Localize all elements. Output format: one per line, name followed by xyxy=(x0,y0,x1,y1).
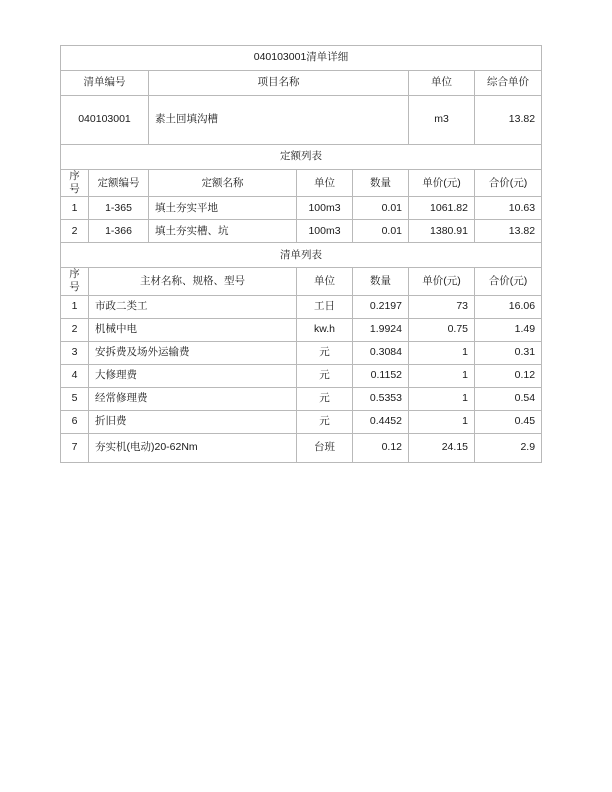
bill-row-unit: 工日 xyxy=(297,295,353,318)
bill-row-name: 安拆费及场外运输费 xyxy=(89,341,297,364)
quota-row-seq: 1 xyxy=(61,197,89,220)
summary-header-name: 项目名称 xyxy=(149,71,409,96)
bill-row-unit-price: 1 xyxy=(409,341,475,364)
quota-section-title-row xyxy=(61,145,542,170)
bill-row-name: 折旧费 xyxy=(89,410,297,433)
bill-row-unit-price: 73 xyxy=(409,295,475,318)
bill-row-name: 市政二类工 xyxy=(89,295,297,318)
quota-header-seq: 序号 xyxy=(61,170,89,197)
bill-row-quantity: 0.4452 xyxy=(353,410,409,433)
quota-header-quantity: 数量 xyxy=(353,170,409,197)
quota-row-name: 填土夯实平地 xyxy=(149,197,297,220)
quota-header-code: 定额编号 xyxy=(89,170,149,197)
summary-data-row xyxy=(61,96,542,145)
bill-row-total-price: 0.54 xyxy=(475,387,542,410)
summary-header-code: 清单编号 xyxy=(61,71,149,96)
bill-row-unit: 元 xyxy=(297,410,353,433)
bill-header-row xyxy=(61,268,542,295)
summary-value-code: 040103001 xyxy=(61,96,149,145)
bill-row-unit: kw.h xyxy=(297,318,353,341)
quota-row-code: 1-366 xyxy=(89,220,149,243)
quota-row-quantity: 0.01 xyxy=(353,197,409,220)
bill-header-total-price: 合价(元) xyxy=(475,268,542,295)
bill-row-unit-price: 1 xyxy=(409,387,475,410)
bill-row-total-price: 0.45 xyxy=(475,410,542,433)
bill-row-name: 机械中电 xyxy=(89,318,297,341)
bill-row-total-price: 0.12 xyxy=(475,364,542,387)
quota-row-unit: 100m3 xyxy=(297,197,353,220)
table-row xyxy=(61,341,542,364)
table-row xyxy=(61,387,542,410)
table-row xyxy=(61,364,542,387)
bill-row-quantity: 0.2197 xyxy=(353,295,409,318)
bill-header-quantity: 数量 xyxy=(353,268,409,295)
bill-row-seq: 1 xyxy=(61,295,89,318)
summary-value-composite-price: 13.82 xyxy=(475,96,542,145)
quota-header-total-price: 合价(元) xyxy=(475,170,542,197)
table-row xyxy=(61,318,542,341)
bill-row-seq: 3 xyxy=(61,341,89,364)
detail-table-container xyxy=(60,45,541,463)
bill-row-total-price: 2.9 xyxy=(475,433,542,462)
quota-header-unit-price: 单价(元) xyxy=(409,170,475,197)
bill-row-unit: 元 xyxy=(297,364,353,387)
page-title: 040103001清单详细 xyxy=(61,46,542,71)
bill-row-quantity: 1.9924 xyxy=(353,318,409,341)
bill-row-unit: 元 xyxy=(297,387,353,410)
quota-row-unit-price: 1061.82 xyxy=(409,197,475,220)
quota-header-unit: 单位 xyxy=(297,170,353,197)
bill-row-seq: 2 xyxy=(61,318,89,341)
bill-row-seq: 6 xyxy=(61,410,89,433)
bill-row-unit-price: 1 xyxy=(409,410,475,433)
summary-header-unit: 单位 xyxy=(409,71,475,96)
quota-row-code: 1-365 xyxy=(89,197,149,220)
document-title-row xyxy=(61,46,542,71)
summary-value-name: 素土回填沟槽 xyxy=(149,96,409,145)
bill-header-unit-price: 单价(元) xyxy=(409,268,475,295)
bill-section-title-row xyxy=(61,243,542,268)
quota-row-name: 填土夯实槽、坑 xyxy=(149,220,297,243)
bill-row-unit-price: 1 xyxy=(409,364,475,387)
summary-header-row xyxy=(61,71,542,96)
summary-header-composite-price: 综合单价 xyxy=(475,71,542,96)
bill-row-name: 大修理费 xyxy=(89,364,297,387)
table-row xyxy=(61,220,542,243)
bill-row-quantity: 0.5353 xyxy=(353,387,409,410)
quota-row-unit: 100m3 xyxy=(297,220,353,243)
quota-row-total-price: 10.63 xyxy=(475,197,542,220)
table-row xyxy=(61,197,542,220)
bill-row-unit-price: 24.15 xyxy=(409,433,475,462)
table-row xyxy=(61,295,542,318)
bill-row-name: 夯实机(电动)20-62Nm xyxy=(89,433,297,462)
bill-row-unit: 元 xyxy=(297,341,353,364)
bill-row-quantity: 0.1152 xyxy=(353,364,409,387)
bill-row-seq: 5 xyxy=(61,387,89,410)
bill-header-unit: 单位 xyxy=(297,268,353,295)
bill-row-seq: 4 xyxy=(61,364,89,387)
bill-row-name: 经常修理费 xyxy=(89,387,297,410)
summary-value-unit: m3 xyxy=(409,96,475,145)
table-row xyxy=(61,410,542,433)
bill-row-total-price: 0.31 xyxy=(475,341,542,364)
quota-row-unit-price: 1380.91 xyxy=(409,220,475,243)
bill-header-name: 主材名称、规格、型号 xyxy=(89,268,297,295)
bill-row-total-price: 16.06 xyxy=(475,295,542,318)
table-row xyxy=(61,433,542,462)
quota-row-quantity: 0.01 xyxy=(353,220,409,243)
bill-row-unit-price: 0.75 xyxy=(409,318,475,341)
quota-header-row xyxy=(61,170,542,197)
bill-row-quantity: 0.12 xyxy=(353,433,409,462)
bill-row-seq: 7 xyxy=(61,433,89,462)
quotation-detail-table xyxy=(60,45,542,463)
bill-header-seq: 序号 xyxy=(61,268,89,295)
bill-row-unit: 台班 xyxy=(297,433,353,462)
bill-section-title: 清单列表 xyxy=(61,243,542,268)
bill-row-quantity: 0.3084 xyxy=(353,341,409,364)
quota-header-name: 定额名称 xyxy=(149,170,297,197)
quota-row-seq: 2 xyxy=(61,220,89,243)
quota-section-title: 定额列表 xyxy=(61,145,542,170)
bill-row-total-price: 1.49 xyxy=(475,318,542,341)
quota-row-total-price: 13.82 xyxy=(475,220,542,243)
